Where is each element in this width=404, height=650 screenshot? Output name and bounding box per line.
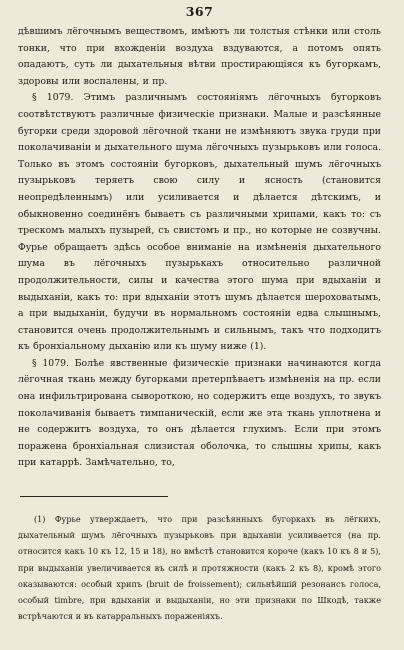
footnote-divider	[20, 496, 168, 497]
footnote: (1) Фурье утверждаетъ, что при разсѣянныхъ бугоркахъ въ лёгкихъ, дыхательный шумъ лёгочныхъ пузырьковъ при вдыханіи усиливается (на пр. относится какъ 10 къ 12, 15 и 18), но вмѣстѣ становится короче (какъ 10 къ 8 и 5), при выдыханіи увеличивается въ силѣ и протяжности (какъ 2 къ 8), кромѣ этого оказываются: особый хрипъ (bruit de froissement); сильнѣйшій резонансъ голоса, особый timbre, при вдыханіи и выдыханіи, но эти признаки по Шкодѣ, также встрѣчаются и въ катарральныхъ пораженіяхъ.	[18, 514, 381, 622]
paragraph-1: дѣвшимъ лёгочнымъ веществомъ, имѣютъ ли толстыя стѣнки или столь тонки, что при вхожденіи воздуха вздуваются, а потомъ опять опадаютъ, суть ли дыхательныя вѣтви простирающіяся къ бугоркамъ, здоровы или воспалены, и пр.	[18, 26, 381, 87]
paragraph-3: § 1079. Болѣе явственные физическіе признаки начинаются когда лёгочная ткань между бугорками претерпѣваетъ измѣненія на пр. если она инфильтрирована сывороткою, но содержитъ еще воздухъ, то звукъ поколачиванія бываетъ тимпаническій, если же эта ткань уплотнена и не содержитъ воздуха, то онъ дѣлается глухимъ. Если при этомъ поражена бронхіальная слизистая оболочка, то слышны хрипы, какъ при катаррѣ. Замѣчательно, то,	[18, 357, 381, 469]
paragraph-2: § 1079. Этимъ различнымъ состояніямъ лёгочныхъ бугорковъ соотвѣтствуютъ различные физическіе признаки. Малые и разсѣянные бугорки среди здоровой лёгочной ткани не измѣняютъ звука груди при поколачиваніи и дыхательного шума лёгочныхъ пузырьковъ или голоса. Только въ этомъ состояніи бугорковъ, дыхательный шумъ лёгочныхъ пузырьковъ теряетъ свою силу и ясность (становится неопредѣленнымъ) или усиливается и дѣлается дѣтскимъ, и обыкновенно соединёнъ бываетъ съ различными хрипами, какъ то: съ трескомъ малыхъ пузырей, съ свистомъ и пр., но которые не созвучны. Фурье обращаетъ здѣсь особое вниманіе на измѣненія дыхательного шума въ лёгочныхъ пузырькахъ относительно различной продолжительности, силы и качества этого шума при вдыханіи и выдыханіи, какъ то: при вдыханіи этотъ шумъ дѣлается шероховатымъ, а при выдыханіи, будучи въ нормальномъ состояніи едва слышнымъ, становится очень продолжительнымъ и сильнымъ, такъ что подходитъ къ бронхіальному дыханію или къ шуму ниже (1).	[18, 92, 381, 353]
page-number: 367	[185, 4, 214, 19]
body-text	[18, 24, 381, 472]
